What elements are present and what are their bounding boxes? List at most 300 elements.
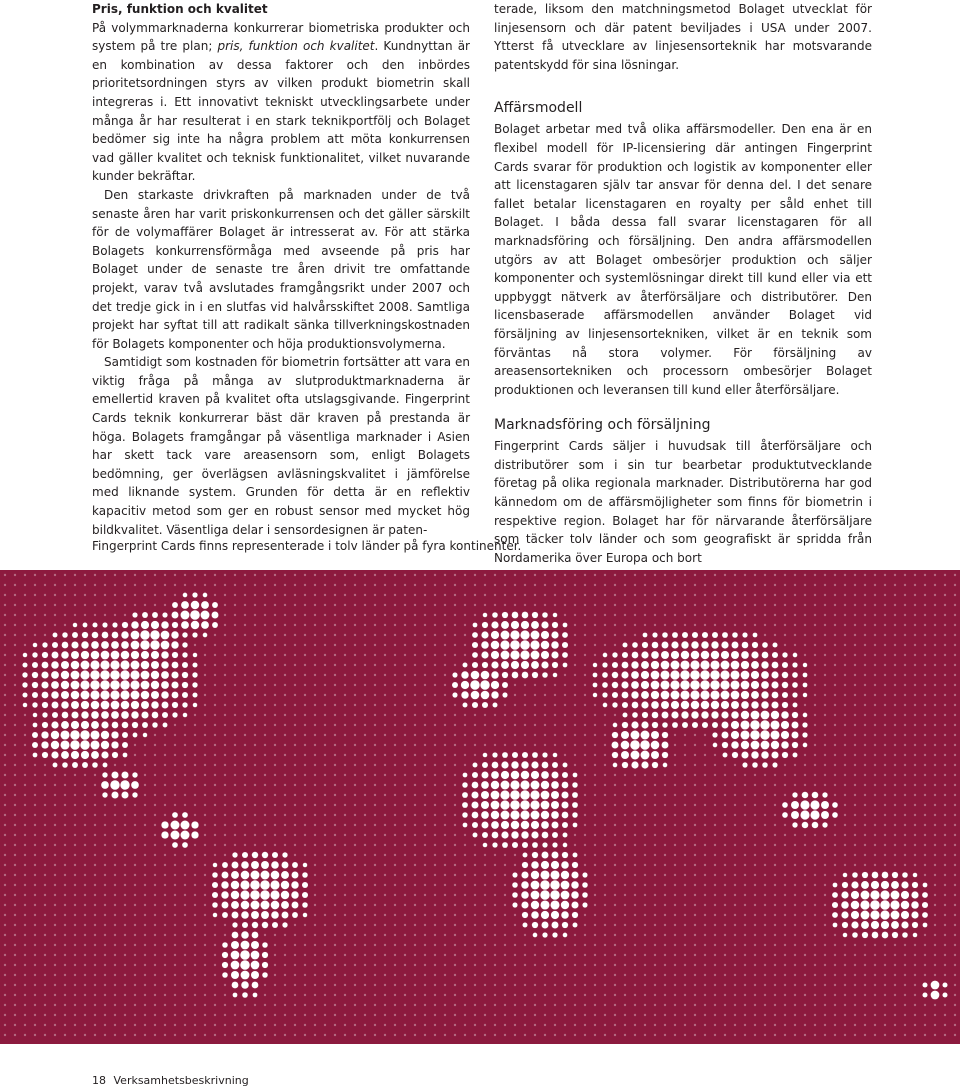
map-dot <box>724 1024 726 1026</box>
map-dot <box>524 714 526 716</box>
map-dot <box>404 834 406 836</box>
map-dot <box>724 944 726 946</box>
map-dot <box>14 984 16 986</box>
map-dot <box>884 794 886 796</box>
map-dot <box>124 764 126 766</box>
map-dot <box>814 654 816 656</box>
map-dot <box>584 1004 586 1006</box>
map-dot <box>542 932 547 937</box>
map-dot <box>804 954 806 956</box>
map-dot <box>664 1004 666 1006</box>
map-dot <box>544 1014 546 1016</box>
map-dot <box>314 684 316 686</box>
map-dot <box>712 732 717 737</box>
map-dot <box>14 614 16 616</box>
map-dot <box>824 584 826 586</box>
map-dot <box>564 1004 566 1006</box>
map-dot <box>504 1024 506 1026</box>
map-dot <box>864 674 866 676</box>
map-dot <box>74 894 76 896</box>
map-dot <box>274 724 276 726</box>
map-dot <box>604 984 606 986</box>
map-dot <box>234 844 236 846</box>
map-dot <box>191 821 198 828</box>
map-dot <box>484 974 486 976</box>
map-dot <box>684 624 686 626</box>
map-dot <box>24 944 26 946</box>
map-dot <box>934 874 936 876</box>
map-dot <box>132 772 137 777</box>
map-dot <box>444 804 446 806</box>
map-dot <box>564 974 566 976</box>
map-dot <box>32 652 37 657</box>
map-dot <box>574 634 576 636</box>
map-dot <box>854 634 856 636</box>
map-dot <box>824 834 826 836</box>
map-dot <box>144 954 146 956</box>
map-dot <box>174 964 176 966</box>
map-dot <box>704 1034 706 1036</box>
map-dot <box>464 984 466 986</box>
map-dot <box>754 774 756 776</box>
map-dot <box>771 701 778 708</box>
map-dot <box>484 924 486 926</box>
map-dot <box>303 913 308 918</box>
map-dot <box>434 1034 436 1036</box>
map-dot <box>124 584 126 586</box>
map-dot <box>454 854 456 856</box>
map-dot <box>894 714 896 716</box>
map-dot <box>64 844 66 846</box>
map-dot <box>674 834 676 836</box>
map-dot <box>944 724 946 726</box>
map-dot <box>511 661 519 669</box>
map-dot <box>644 574 646 576</box>
map-dot <box>54 924 56 926</box>
map-dot <box>34 594 36 596</box>
map-dot <box>514 684 516 686</box>
map-dot <box>694 814 696 816</box>
map-dot <box>670 670 679 679</box>
map-dot <box>384 734 386 736</box>
map-dot <box>891 911 900 920</box>
map-dot <box>511 831 518 838</box>
map-dot <box>894 854 896 856</box>
map-dot <box>844 954 846 956</box>
map-dot <box>14 794 16 796</box>
map-dot <box>394 854 396 856</box>
map-dot <box>364 934 366 936</box>
map-dot <box>444 914 446 916</box>
map-dot <box>374 934 376 936</box>
map-dot <box>314 974 316 976</box>
map-dot <box>884 754 886 756</box>
map-dot <box>364 974 366 976</box>
map-dot <box>474 874 476 876</box>
map-dot <box>604 744 606 746</box>
map-dot <box>121 701 130 710</box>
map-dot <box>294 984 296 986</box>
map-dot <box>774 844 776 846</box>
map-dot <box>201 611 210 620</box>
map-dot <box>434 804 436 806</box>
map-dot <box>714 904 716 906</box>
map-dot <box>32 662 38 668</box>
map-dot <box>764 574 766 576</box>
map-dot <box>854 694 856 696</box>
map-dot <box>114 874 116 876</box>
map-dot <box>4 894 6 896</box>
map-dot <box>834 774 836 776</box>
map-dot <box>344 834 346 836</box>
map-dot <box>24 934 26 936</box>
paragraph-kvalitet: Samtidigt som kostnaden för biometrin fortsätter att vara en viktig fråga på många av slutproduktmarknaderna är emellertid kraven på kvalitet ofta utslagsgivande. Fingerprint Cards teknik konkurrerar bäst där kraven på prestanda är höga. Bolagets framgångar på väsentliga marknader i Asien har skett tack vare areasensorn som, enligt Bolagets bedömning, ger överlägsen avläsningskvalitet i jämförelse med liknande system. Grunden för detta är en reflektiv kapacitiv metod som ger en robust sensor med mycket hög bildkvalitet. Väsentliga delar i sensordesignen är paten- <box>92 355 470 537</box>
map-dot <box>44 1014 46 1016</box>
map-dot <box>574 984 576 986</box>
map-dot <box>404 664 406 666</box>
map-dot <box>374 724 376 726</box>
map-dot <box>864 954 866 956</box>
map-dot <box>161 661 169 669</box>
map-dot <box>692 632 698 638</box>
map-dot <box>624 1004 626 1006</box>
map-dot <box>404 684 406 686</box>
map-dot <box>504 864 506 866</box>
map-dot <box>134 894 136 896</box>
map-dot <box>374 914 376 916</box>
map-dot <box>104 894 106 896</box>
map-dot <box>784 574 786 576</box>
map-dot <box>334 854 336 856</box>
map-dot <box>534 1004 536 1006</box>
map-dot <box>664 604 666 606</box>
map-dot <box>594 984 596 986</box>
map-dot <box>954 594 956 596</box>
map-dot <box>264 824 266 826</box>
map-dot <box>634 824 636 826</box>
map-dot <box>874 954 876 956</box>
map-dot <box>584 864 586 866</box>
map-dot <box>104 574 106 576</box>
map-dot <box>924 824 926 826</box>
map-dot <box>614 584 616 586</box>
map-dot <box>552 762 558 768</box>
map-dot <box>844 1004 846 1006</box>
map-dot <box>81 701 89 709</box>
map-dot <box>622 652 628 658</box>
map-dot <box>314 904 316 906</box>
map-dot <box>894 984 896 986</box>
map-dot <box>744 844 746 846</box>
map-dot <box>694 1004 696 1006</box>
map-dot <box>762 762 768 768</box>
map-dot <box>884 694 886 696</box>
map-dot <box>692 722 698 728</box>
map-dot <box>24 764 26 766</box>
map-dot <box>264 794 266 796</box>
map-dot <box>424 894 426 896</box>
map-dot <box>354 884 356 886</box>
map-dot <box>864 614 866 616</box>
map-dot <box>561 881 570 890</box>
map-dot <box>894 724 896 726</box>
map-dot <box>804 914 806 916</box>
map-dot <box>551 791 559 799</box>
map-dot <box>754 624 756 626</box>
map-dot <box>794 914 796 916</box>
map-dot <box>274 694 276 696</box>
map-dot <box>274 784 276 786</box>
map-dot <box>511 621 519 629</box>
map-dot <box>844 944 846 946</box>
map-dot <box>44 874 46 876</box>
map-dot <box>184 874 186 876</box>
map-dot <box>734 624 736 626</box>
map-dot <box>224 764 226 766</box>
map-dot <box>424 714 426 716</box>
map-dot <box>34 934 36 936</box>
map-dot <box>161 631 170 640</box>
map-dot <box>364 904 366 906</box>
map-dot <box>803 683 808 688</box>
map-dot <box>614 714 616 716</box>
map-dot <box>94 944 96 946</box>
map-dot <box>294 674 296 676</box>
map-dot <box>714 994 716 996</box>
map-dot <box>854 824 856 826</box>
map-dot <box>74 1014 76 1016</box>
map-dot <box>414 704 416 706</box>
map-dot <box>174 924 176 926</box>
map-dot <box>364 864 366 866</box>
map-dot <box>51 661 59 669</box>
map-dot <box>324 574 326 576</box>
map-dot <box>724 774 726 776</box>
map-dot <box>244 574 246 576</box>
map-dot <box>894 844 896 846</box>
map-dot <box>604 794 606 796</box>
map-dot <box>794 864 796 866</box>
map-dot <box>803 743 808 748</box>
map-dot <box>14 684 16 686</box>
map-dot <box>520 630 529 639</box>
map-dot <box>130 670 139 679</box>
map-dot <box>444 724 446 726</box>
map-dot <box>104 914 106 916</box>
map-dot <box>134 914 136 916</box>
map-dot <box>754 1024 756 1026</box>
map-dot <box>594 964 596 966</box>
map-dot <box>374 1004 376 1006</box>
map-dot <box>721 691 730 700</box>
map-dot <box>314 714 316 716</box>
map-dot <box>734 764 736 766</box>
map-dot <box>731 651 739 659</box>
map-dot <box>844 764 846 766</box>
map-dot <box>164 944 166 946</box>
map-dot <box>264 1034 266 1036</box>
map-dot <box>874 814 876 816</box>
map-dot <box>404 744 406 746</box>
map-dot <box>654 894 656 896</box>
map-dot <box>904 1004 906 1006</box>
map-dot <box>724 894 726 896</box>
map-dot <box>934 664 936 666</box>
map-dot <box>464 734 466 736</box>
map-dot <box>754 944 756 946</box>
map-dot <box>404 1004 406 1006</box>
map-dot <box>674 624 676 626</box>
map-dot <box>634 924 636 926</box>
map-dot <box>814 634 816 636</box>
map-dot <box>161 821 168 828</box>
map-dot <box>934 934 936 936</box>
map-dot <box>404 904 406 906</box>
map-dot <box>624 864 626 866</box>
map-dot <box>111 731 118 738</box>
map-dot <box>324 904 326 906</box>
map-dot <box>384 644 386 646</box>
map-dot <box>204 934 206 936</box>
map-dot <box>444 814 446 816</box>
map-dot <box>114 824 116 826</box>
map-dot <box>464 1034 466 1036</box>
map-dot <box>64 604 66 606</box>
map-dot <box>864 1014 866 1016</box>
map-dot <box>154 764 156 766</box>
map-dot <box>494 994 496 996</box>
map-dot <box>954 834 956 836</box>
map-dot <box>924 774 926 776</box>
map-dot <box>324 964 326 966</box>
map-dot <box>792 682 798 688</box>
map-dot <box>851 881 858 888</box>
map-dot <box>604 894 606 896</box>
map-dot <box>154 984 156 986</box>
map-dot <box>84 844 86 846</box>
map-dot <box>124 604 126 606</box>
map-dot <box>214 694 216 696</box>
map-dot <box>564 584 566 586</box>
map-dot <box>324 984 326 986</box>
map-dot <box>614 874 616 876</box>
map-dot <box>44 1024 46 1026</box>
map-dot <box>44 624 46 626</box>
map-dot <box>14 654 16 656</box>
map-dot <box>424 684 426 686</box>
map-dot <box>344 614 346 616</box>
map-dot <box>344 994 346 996</box>
map-dot <box>742 632 747 637</box>
map-dot <box>670 680 679 689</box>
map-dot <box>514 964 516 966</box>
map-dot <box>741 681 750 690</box>
map-dot <box>264 774 266 776</box>
map-dot <box>554 1014 556 1016</box>
map-dot <box>204 1034 206 1036</box>
map-dot <box>24 574 26 576</box>
map-dot <box>504 974 506 976</box>
map-dot <box>664 1024 666 1026</box>
map-dot <box>594 904 596 906</box>
map-dot <box>714 1004 716 1006</box>
map-dot <box>631 761 638 768</box>
map-dot <box>694 964 696 966</box>
map-dot <box>224 614 226 616</box>
map-dot <box>74 914 76 916</box>
map-dot <box>24 824 26 826</box>
map-dot <box>204 694 206 696</box>
map-dot <box>524 1004 526 1006</box>
map-dot <box>224 754 226 756</box>
map-dot <box>784 644 786 646</box>
map-dot <box>274 644 276 646</box>
map-dot <box>942 992 947 997</box>
map-dot <box>854 704 856 706</box>
map-dot <box>864 714 866 716</box>
map-dot <box>154 844 156 846</box>
map-dot <box>324 704 326 706</box>
map-dot <box>384 724 386 726</box>
map-dot <box>792 662 797 667</box>
map-dot <box>234 724 236 726</box>
map-dot <box>94 894 96 896</box>
map-dot <box>464 594 466 596</box>
map-dot <box>834 684 836 686</box>
map-dot <box>514 734 516 736</box>
map-dot <box>174 774 176 776</box>
map-dot <box>4 874 6 876</box>
map-dot <box>120 680 129 689</box>
map-dot <box>254 644 256 646</box>
map-dot <box>144 604 146 606</box>
map-dot <box>354 1014 356 1016</box>
map-dot <box>794 584 796 586</box>
map-dot <box>254 1004 256 1006</box>
map-dot <box>824 574 826 576</box>
map-dot <box>54 854 56 856</box>
map-dot <box>714 804 716 806</box>
map-dot <box>184 984 186 986</box>
map-dot <box>870 900 880 910</box>
map-dot <box>22 662 27 667</box>
map-dot <box>781 721 789 729</box>
map-dot <box>804 964 806 966</box>
map-dot <box>674 794 676 796</box>
map-dot <box>234 624 236 626</box>
map-dot <box>634 854 636 856</box>
map-dot <box>414 924 416 926</box>
map-dot <box>794 944 796 946</box>
map-dot <box>614 914 616 916</box>
map-dot <box>244 1014 246 1016</box>
map-dot <box>534 744 536 746</box>
map-dot <box>384 794 386 796</box>
map-dot <box>304 1034 306 1036</box>
map-dot <box>454 834 456 836</box>
map-dot <box>510 800 520 810</box>
map-dot <box>204 574 206 576</box>
map-dot <box>584 724 586 726</box>
map-dot <box>924 784 926 786</box>
map-dot <box>554 594 556 596</box>
map-dot <box>434 984 436 986</box>
map-dot <box>240 880 249 889</box>
map-dot <box>364 1004 366 1006</box>
map-dot <box>814 884 816 886</box>
map-dot <box>464 894 466 896</box>
map-dot <box>954 724 956 726</box>
